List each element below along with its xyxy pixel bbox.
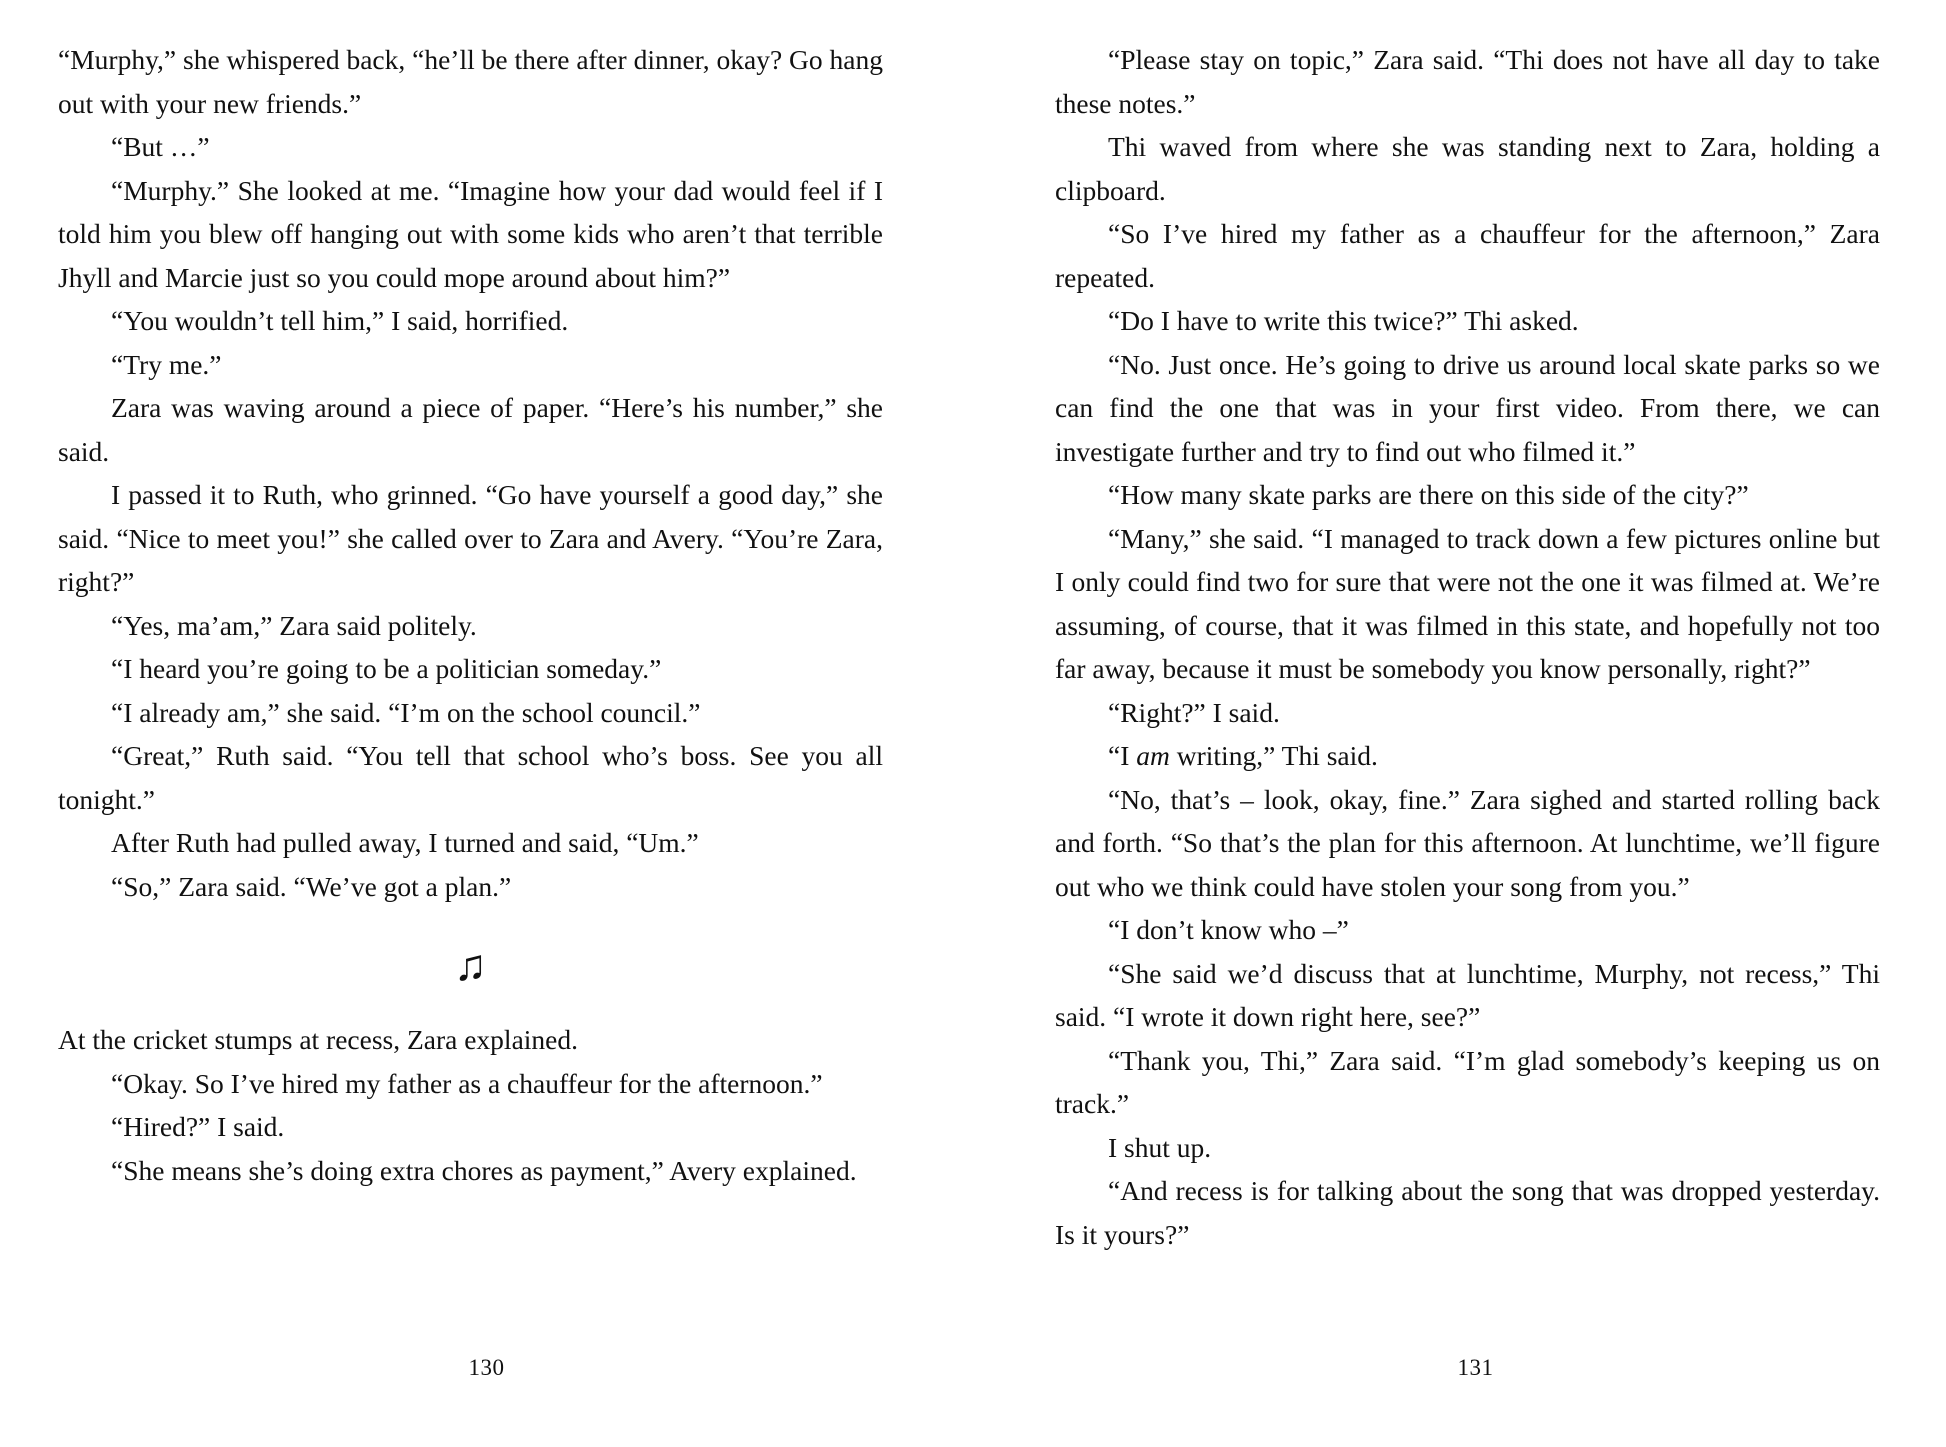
paragraph: “I am writing,” Thi said. bbox=[1108, 740, 1378, 771]
paragraph: “Please stay on topic,” Zara said. “Thi does not have all day to take these notes.” bbox=[1055, 44, 1880, 119]
left-body-text-bottom bbox=[58, 1018, 883, 1192]
paragraph: “Great,” Ruth said. “You tell that school who’s boss. See you all tonight.” bbox=[58, 740, 883, 815]
paragraph: “So I’ve hired my father as a chauffeur for the afternoon,” Zara repeated. bbox=[1055, 218, 1880, 293]
page-number-left: 130 bbox=[468, 1355, 505, 1380]
paragraph: “You wouldn’t tell him,” I said, horrified. bbox=[111, 305, 569, 336]
paragraph: “Murphy,” she whispered back, “he’ll be there after dinner, okay? Go hang out with your new friends.” bbox=[58, 44, 883, 119]
paragraph: “Hired?” I said. bbox=[111, 1111, 285, 1142]
paragraph: “I don’t know who –” bbox=[1108, 914, 1349, 945]
paragraph: “So,” Zara said. “We’ve got a plan.” bbox=[111, 870, 512, 902]
paragraph: “No. Just once. He’s going to drive us around local skate parks so we can find the one that was in your first video. From there, we can investigate further and try to find out who filmed it.” bbox=[1055, 348, 1880, 467]
paragraph: “Yes, ma’am,” Zara said politely. bbox=[111, 609, 477, 641]
paragraph: “Do I have to write this twice?” Thi asked. bbox=[1108, 305, 1579, 336]
section-break-ornament: ♫ bbox=[454, 941, 487, 990]
paragraph: “She said we’d discuss that at lunchtime, Murphy, not recess,” Thi said. “I wrote it down right here, see?” bbox=[1055, 957, 1880, 1032]
paragraph: “I heard you’re going to be a politician someday.” bbox=[111, 653, 662, 684]
paragraph: Thi waved from where she was standing next to Zara, holding a clipboard. bbox=[1055, 131, 1880, 206]
paragraph: “Many,” she said. “I managed to track down a few pictures online but I only could find two for sure that were not the one it was filmed at. We’re assuming, of course, that it was filmed in this state, and hopefully not too far away, because it must be somebody you know personally, right?” bbox=[1055, 522, 1880, 684]
paragraph: “Right?” I said. bbox=[1108, 696, 1280, 728]
right-body-text bbox=[1055, 38, 1880, 1256]
paragraph: I shut up. bbox=[1108, 1131, 1212, 1163]
paragraph: “Murphy.” She looked at me. “Imagine how your dad would feel if I told him you blew off hanging out with some kids who aren’t that terrible Jhyll and Marcie just so you could mope around about him?” bbox=[58, 174, 883, 293]
paragraph: I passed it to Ruth, who grinned. “Go have yourself a good day,” she said. “Nice to meet you!” she called over to Zara and Avery. “You’re Zara, right?” bbox=[58, 479, 883, 597]
paragraph: “Okay. So I’ve hired my father as a chauffeur for the afternoon.” bbox=[111, 1067, 823, 1099]
paragraph: After Ruth had pulled away, I turned and said, “Um.” bbox=[111, 827, 699, 858]
paragraph: “But …” bbox=[111, 131, 210, 162]
left-body-text-top bbox=[58, 38, 883, 908]
paragraph: At the cricket stumps at recess, Zara explained. bbox=[58, 1024, 579, 1055]
paragraph: “Try me.” bbox=[111, 348, 222, 380]
paragraph: “How many skate parks are there on this side of the city?” bbox=[1108, 479, 1749, 510]
paragraph: “And recess is for talking about the song that was dropped yesterday. Is it yours?” bbox=[1055, 1175, 1880, 1250]
paragraph: “Thank you, Thi,” Zara said. “I’m glad somebody’s keeping us on track.” bbox=[1055, 1044, 1880, 1119]
paragraph: “I already am,” she said. “I’m on the school council.” bbox=[111, 696, 701, 728]
paragraph: Zara was waving around a piece of paper. “Here’s his number,” she said. bbox=[58, 392, 883, 467]
paragraph: “No, that’s – look, okay, fine.” Zara sighed and started rolling back and forth. “So that’s the plan for this afternoon. At lunchtime, we’ll figure out who we think could have stolen your song from you.” bbox=[1055, 783, 1880, 902]
paragraph: “She means she’s doing extra chores as payment,” Avery explained. bbox=[111, 1154, 857, 1186]
page-number-right: 131 bbox=[1457, 1355, 1494, 1380]
page-right bbox=[973, 0, 1946, 1447]
